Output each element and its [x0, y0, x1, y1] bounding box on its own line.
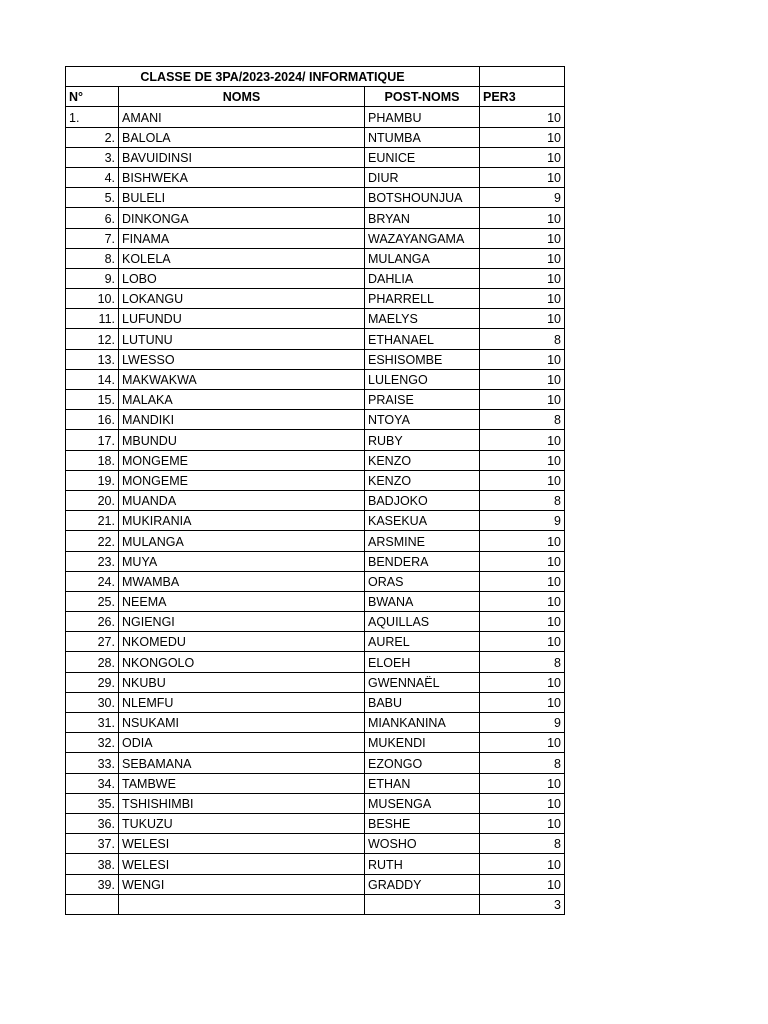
table-row	[66, 228, 565, 248]
row-number: 10.	[66, 289, 119, 309]
table-row	[66, 753, 565, 773]
row-nom: NGIENGI	[119, 612, 365, 632]
table-row	[66, 632, 565, 652]
row-postnom: ELOEH	[365, 652, 480, 672]
row-score: 10	[480, 390, 565, 410]
row-nom: NKONGOLO	[119, 652, 365, 672]
row-nom: NEEMA	[119, 591, 365, 611]
table-row	[66, 773, 565, 793]
row-postnom: WAZAYANGAMA	[365, 228, 480, 248]
table-row	[66, 894, 565, 914]
row-postnom: RUTH	[365, 854, 480, 874]
row-score: 9	[480, 713, 565, 733]
row-postnom: DIUR	[365, 167, 480, 187]
table-row	[66, 430, 565, 450]
header-num: N°	[66, 87, 119, 107]
row-nom: AMANI	[119, 107, 365, 127]
row-score: 10	[480, 127, 565, 147]
row-nom: MONGEME	[119, 470, 365, 490]
row-nom: FINAMA	[119, 228, 365, 248]
row-postnom: KASEKUA	[365, 511, 480, 531]
table-row	[66, 672, 565, 692]
table-row	[66, 167, 565, 187]
row-number: 17.	[66, 430, 119, 450]
row-postnom: LULENGO	[365, 369, 480, 389]
row-nom: MAKWAKWA	[119, 369, 365, 389]
table-row	[66, 147, 565, 167]
table-row	[66, 127, 565, 147]
row-score: 10	[480, 349, 565, 369]
table-row	[66, 470, 565, 490]
table-row	[66, 713, 565, 733]
table-title: CLASSE DE 3PA/2023-2024/ INFORMATIQUE	[66, 67, 480, 87]
row-number: 36.	[66, 813, 119, 833]
row-postnom: MAELYS	[365, 309, 480, 329]
table-row	[66, 309, 565, 329]
row-postnom: RUBY	[365, 430, 480, 450]
row-nom: NKUBU	[119, 672, 365, 692]
table-row	[66, 531, 565, 551]
header-noms: NOMS	[119, 87, 365, 107]
row-score: 10	[480, 773, 565, 793]
table-row	[66, 107, 565, 127]
row-score: 8	[480, 834, 565, 854]
row-postnom: BOTSHOUNJUA	[365, 188, 480, 208]
row-postnom: ETHAN	[365, 773, 480, 793]
row-score: 10	[480, 470, 565, 490]
row-postnom: KENZO	[365, 470, 480, 490]
row-number: 31.	[66, 713, 119, 733]
row-number: 18.	[66, 450, 119, 470]
row-number: 14.	[66, 369, 119, 389]
row-nom: NKOMEDU	[119, 632, 365, 652]
row-postnom: BRYAN	[365, 208, 480, 228]
table-row	[66, 612, 565, 632]
row-score: 10	[480, 813, 565, 833]
row-number: 4.	[66, 167, 119, 187]
row-score: 10	[480, 733, 565, 753]
row-postnom: ORAS	[365, 571, 480, 591]
row-postnom: MUKENDI	[365, 733, 480, 753]
row-number: 29.	[66, 672, 119, 692]
table-row	[66, 349, 565, 369]
table-row	[66, 692, 565, 712]
table-row	[66, 874, 565, 894]
row-number: 24.	[66, 571, 119, 591]
row-score: 10	[480, 571, 565, 591]
row-postnom: GRADDY	[365, 874, 480, 894]
table-row	[66, 329, 565, 349]
row-number: 27.	[66, 632, 119, 652]
row-postnom: BENDERA	[365, 551, 480, 571]
row-score: 10	[480, 793, 565, 813]
row-nom: SEBAMANA	[119, 753, 365, 773]
table-row	[66, 652, 565, 672]
row-number: 30.	[66, 692, 119, 712]
row-nom: BISHWEKA	[119, 167, 365, 187]
table-row	[66, 450, 565, 470]
table-row	[66, 854, 565, 874]
table-row	[66, 551, 565, 571]
row-number: 7.	[66, 228, 119, 248]
row-score: 10	[480, 167, 565, 187]
row-nom: MWAMBA	[119, 571, 365, 591]
row-number: 32.	[66, 733, 119, 753]
row-postnom: PHARRELL	[365, 289, 480, 309]
row-nom: MBUNDU	[119, 430, 365, 450]
row-nom: BAVUIDINSI	[119, 147, 365, 167]
row-score: 10	[480, 672, 565, 692]
table-row	[66, 490, 565, 510]
row-nom: DINKONGA	[119, 208, 365, 228]
row-nom: ODIA	[119, 733, 365, 753]
table-row	[66, 268, 565, 288]
row-score: 10	[480, 874, 565, 894]
row-number: 9.	[66, 268, 119, 288]
row-nom: MUYA	[119, 551, 365, 571]
row-postnom: MUSENGA	[365, 793, 480, 813]
row-score: 10	[480, 248, 565, 268]
row-number: 16.	[66, 410, 119, 430]
row-nom: TUKUZU	[119, 813, 365, 833]
title-blank-cell	[480, 67, 565, 87]
row-score: 9	[480, 511, 565, 531]
row-postnom: EZONGO	[365, 753, 480, 773]
row-number: 15.	[66, 390, 119, 410]
header-row	[66, 87, 565, 107]
row-nom: MALAKA	[119, 390, 365, 410]
row-number: 6.	[66, 208, 119, 228]
row-score: 10	[480, 369, 565, 389]
row-postnom: KENZO	[365, 450, 480, 470]
row-number: 1.	[66, 107, 119, 127]
row-number: 37.	[66, 834, 119, 854]
row-score: 10	[480, 147, 565, 167]
table-row	[66, 369, 565, 389]
row-nom: TAMBWE	[119, 773, 365, 793]
row-nom: LUFUNDU	[119, 309, 365, 329]
row-number: 33.	[66, 753, 119, 773]
row-number: 12.	[66, 329, 119, 349]
table-row	[66, 571, 565, 591]
row-score: 3	[480, 894, 565, 914]
row-number: 11.	[66, 309, 119, 329]
row-score: 10	[480, 612, 565, 632]
table-row	[66, 208, 565, 228]
table-row	[66, 834, 565, 854]
row-nom: BULELI	[119, 188, 365, 208]
table-row	[66, 248, 565, 268]
row-postnom: BADJOKO	[365, 490, 480, 510]
row-nom: LOKANGU	[119, 289, 365, 309]
table-row	[66, 511, 565, 531]
row-number: 5.	[66, 188, 119, 208]
row-nom: NLEMFU	[119, 692, 365, 712]
row-postnom: DAHLIA	[365, 268, 480, 288]
row-score: 10	[480, 309, 565, 329]
row-score: 10	[480, 591, 565, 611]
row-score: 10	[480, 632, 565, 652]
row-nom: WELESI	[119, 834, 365, 854]
table-row	[66, 591, 565, 611]
row-postnom: AQUILLAS	[365, 612, 480, 632]
row-score: 10	[480, 289, 565, 309]
row-score: 8	[480, 329, 565, 349]
header-per3: PER3	[480, 87, 565, 107]
row-postnom: BABU	[365, 692, 480, 712]
row-score: 10	[480, 208, 565, 228]
row-score: 10	[480, 107, 565, 127]
table-row	[66, 813, 565, 833]
row-number: 38.	[66, 854, 119, 874]
row-number: 34.	[66, 773, 119, 793]
row-nom: MUANDA	[119, 490, 365, 510]
row-nom: LOBO	[119, 268, 365, 288]
row-number: 8.	[66, 248, 119, 268]
row-postnom: ETHANAEL	[365, 329, 480, 349]
table-row	[66, 410, 565, 430]
row-number: 39.	[66, 874, 119, 894]
row-postnom: EUNICE	[365, 147, 480, 167]
row-postnom: MIANKANINA	[365, 713, 480, 733]
row-nom: KOLELA	[119, 248, 365, 268]
row-score: 10	[480, 692, 565, 712]
class-grade-table	[65, 66, 565, 915]
row-number: 23.	[66, 551, 119, 571]
row-number	[66, 894, 119, 914]
row-postnom: PHAMBU	[365, 107, 480, 127]
row-postnom: GWENNAËL	[365, 672, 480, 692]
table-row	[66, 793, 565, 813]
row-number: 28.	[66, 652, 119, 672]
row-score: 10	[480, 228, 565, 248]
row-nom: MULANGA	[119, 531, 365, 551]
row-score: 10	[480, 450, 565, 470]
row-score: 8	[480, 652, 565, 672]
row-nom: TSHISHIMBI	[119, 793, 365, 813]
row-nom: MUKIRANIA	[119, 511, 365, 531]
row-number: 22.	[66, 531, 119, 551]
row-nom: BALOLA	[119, 127, 365, 147]
row-postnom: BESHE	[365, 813, 480, 833]
row-number: 26.	[66, 612, 119, 632]
row-postnom	[365, 894, 480, 914]
row-postnom: ARSMINE	[365, 531, 480, 551]
row-postnom: PRAISE	[365, 390, 480, 410]
row-nom: MANDIKI	[119, 410, 365, 430]
row-nom: WENGI	[119, 874, 365, 894]
row-number: 19.	[66, 470, 119, 490]
row-postnom: MULANGA	[365, 248, 480, 268]
row-number: 21.	[66, 511, 119, 531]
row-postnom: NTOYA	[365, 410, 480, 430]
row-score: 10	[480, 531, 565, 551]
row-score: 10	[480, 854, 565, 874]
row-nom: LUTUNU	[119, 329, 365, 349]
row-nom: LWESSO	[119, 349, 365, 369]
row-number: 20.	[66, 490, 119, 510]
row-postnom: WOSHO	[365, 834, 480, 854]
row-nom: NSUKAMI	[119, 713, 365, 733]
row-nom: MONGEME	[119, 450, 365, 470]
row-number: 2.	[66, 127, 119, 147]
row-score: 9	[480, 188, 565, 208]
row-score: 10	[480, 430, 565, 450]
table-row	[66, 188, 565, 208]
row-postnom: ESHISOMBE	[365, 349, 480, 369]
row-number: 35.	[66, 793, 119, 813]
row-score: 8	[480, 490, 565, 510]
row-score: 8	[480, 410, 565, 430]
row-score: 10	[480, 551, 565, 571]
row-nom: WELESI	[119, 854, 365, 874]
row-number: 13.	[66, 349, 119, 369]
row-score: 8	[480, 753, 565, 773]
table-row	[66, 733, 565, 753]
header-postnoms: POST-NOMS	[365, 87, 480, 107]
row-postnom: NTUMBA	[365, 127, 480, 147]
row-postnom: BWANA	[365, 591, 480, 611]
table-row	[66, 289, 565, 309]
row-number: 25.	[66, 591, 119, 611]
row-nom	[119, 894, 365, 914]
table-row	[66, 390, 565, 410]
row-postnom: AUREL	[365, 632, 480, 652]
row-score: 10	[480, 268, 565, 288]
row-number: 3.	[66, 147, 119, 167]
title-row	[66, 67, 565, 87]
